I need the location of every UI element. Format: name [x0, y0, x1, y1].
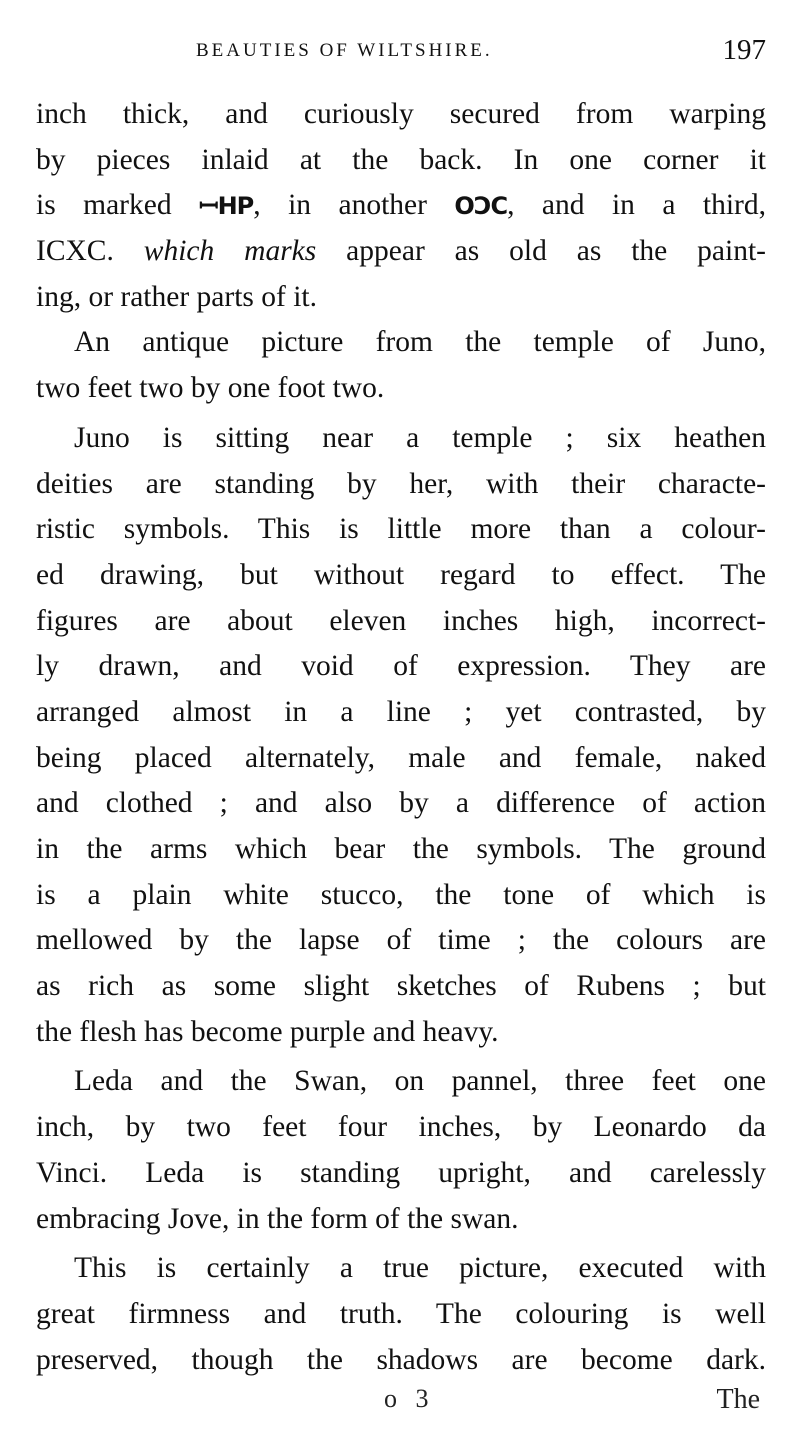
text-line: deities are standing by her, with their characte- [36, 467, 766, 500]
text-line: arranged almost in a line ; yet contrasted, by [36, 695, 766, 728]
running-title: BEAUTIES OF WILTSHIRE. [196, 40, 493, 61]
text-line: is a plain white stucco, the tone of which is [36, 878, 766, 911]
text-line: ly drawn, and void of expression. They are [36, 650, 766, 683]
page-footer [0, 1384, 800, 1424]
text-line: ed drawing, but without regard to effect. The [36, 558, 766, 591]
text-line: embracing Jove, in the form of the swan. [36, 1202, 519, 1235]
signature-mark: o 3 [384, 1384, 435, 1413]
paragraph-first-line: This is certainly a true picture, executed with [74, 1252, 766, 1285]
text-line: being placed alternately, male and female, naked [36, 741, 766, 774]
text-line: two feet two by one foot two. [36, 372, 385, 405]
text-line: in the arms which bear the symbols. The ground [36, 833, 766, 865]
inscription-mark: ꟷHP [199, 192, 254, 221]
paragraph-first-line: Juno is sitting near a temple ; six heathen [74, 421, 766, 454]
text-fragment: ICXC. [36, 235, 144, 268]
text-line: the flesh has become purple and heavy. [36, 1015, 499, 1048]
text-line: figures are about eleven inches high, incorrect- [36, 604, 766, 637]
text-line [36, 229, 766, 275]
text-line: ristic symbols. This is little more than a colour- [36, 513, 766, 546]
paragraph-first-line: An antique picture from the temple of Juno, [74, 326, 766, 359]
text-line: preserved, though the shadows are become dark. [36, 1343, 766, 1376]
text-line: by pieces inlaid at the back. In one corner it [36, 143, 766, 176]
text-fragment: , in another [253, 189, 455, 222]
text-line: great firmness and truth. The colouring is well [36, 1297, 766, 1330]
inscription-mark: OƆC [454, 192, 508, 221]
text-line: inch thick, and curiously secured from warping [36, 98, 766, 130]
catchword: The [716, 1384, 760, 1415]
text-line [36, 183, 766, 229]
body-text [36, 92, 766, 1383]
text-fragment: is marked [36, 189, 200, 222]
running-head [0, 34, 800, 70]
page-number: 197 [722, 34, 766, 66]
text-line: as rich as some slight sketches of Rubens ; but [36, 970, 766, 1003]
text-line: inch, by two feet four inches, by Leonardo da [36, 1111, 766, 1144]
text-line: Vinci. Leda is standing upright, and carelessly [36, 1156, 766, 1189]
text-fragment: , and in a third, [507, 189, 766, 222]
text-line: mellowed by the lapse of time ; the colours are [36, 924, 766, 957]
italic-text: which marks [143, 235, 317, 268]
text-fragment: appear as old as the paint- [316, 235, 766, 268]
paragraph-first-line: Leda and the Swan, on pannel, three feet one [74, 1065, 766, 1098]
text-line: and clothed ; and also by a difference of action [36, 787, 766, 820]
text-line: ing, or rather parts of it. [36, 280, 317, 313]
